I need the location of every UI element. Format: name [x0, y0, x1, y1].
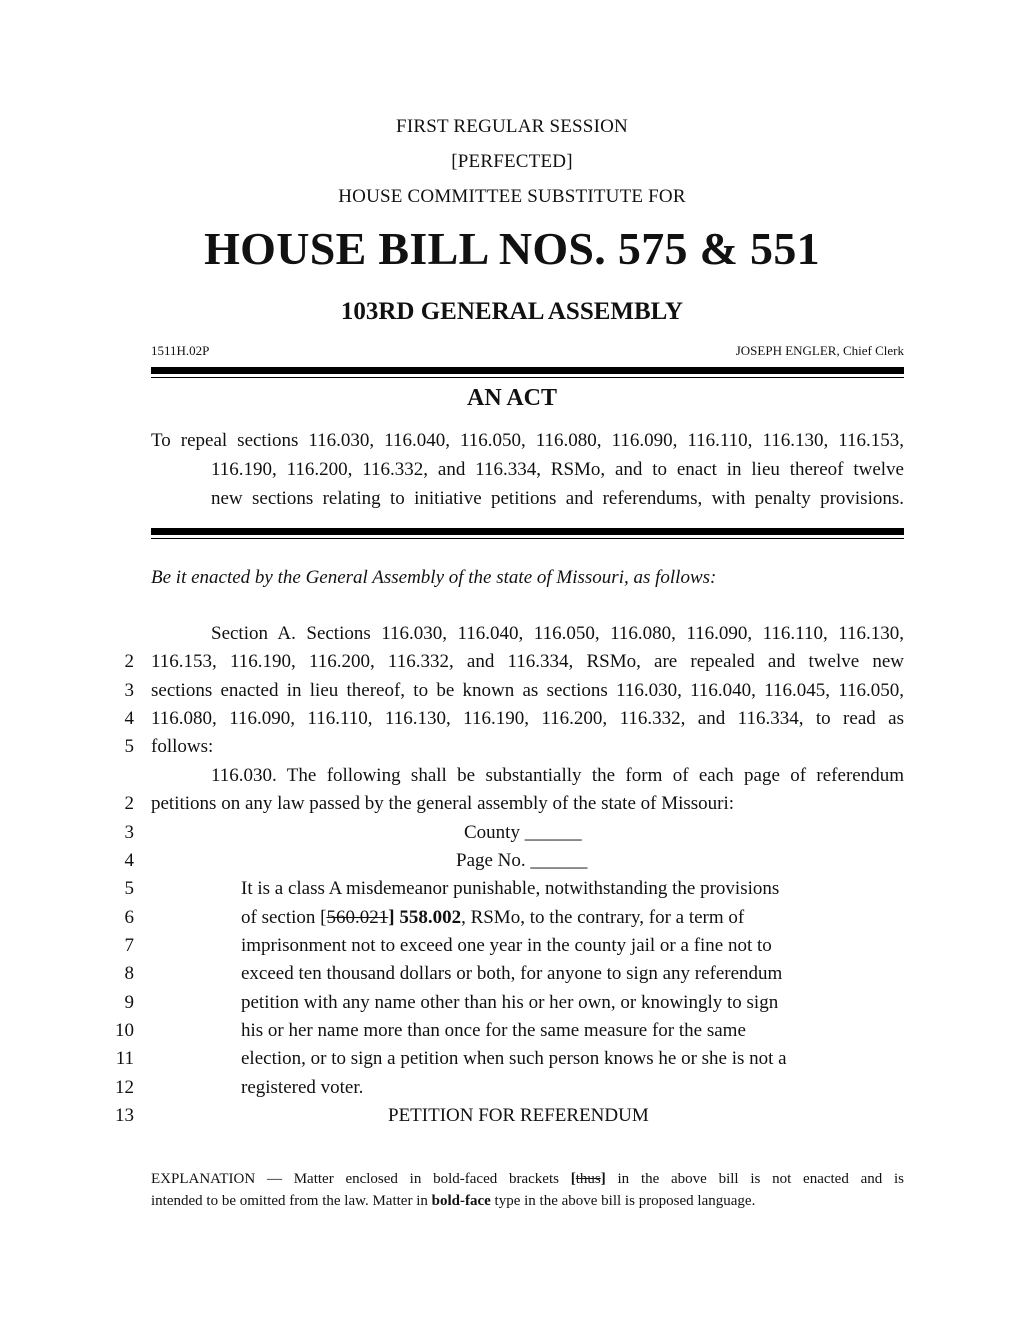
line-number: 2: [124, 793, 134, 814]
warning-text: , RSMo, to the contrary, for a term of: [461, 907, 745, 928]
status-label: [PERFECTED]: [451, 151, 573, 172]
explanation-line-1: [151, 1168, 904, 1190]
explanation-note: [151, 1168, 904, 1212]
line-number: 4: [124, 708, 134, 729]
act-rule-thick: [151, 528, 904, 535]
bracket-close: ]: [388, 907, 395, 928]
session-label: FIRST REGULAR SESSION: [396, 116, 628, 137]
warning-line-7: election, or to sign a petition when such person knows he or she is not a: [241, 1048, 787, 1069]
explanation-text: in the above bill is not enacted and is: [617, 1171, 905, 1187]
line-number: 4: [124, 850, 134, 871]
line-number: 13: [115, 1105, 134, 1126]
section-a-line-2: 116.153, 116.190, 116.200, 116.332, and 116.334, RSMo, are repealed and twelve new: [151, 651, 904, 672]
line-number: 3: [124, 680, 134, 701]
line-number: 12: [115, 1077, 134, 1098]
line-number: 5: [124, 878, 134, 899]
header-rule-thick: [151, 367, 904, 374]
section-116-030-line-1: 116.030. The following shall be substantially the form of each page of referendum: [211, 765, 904, 786]
explanation-dash: —: [266, 1171, 282, 1187]
section-a-line-4: 116.080, 116.090, 116.110, 116.130, 116.190, 116.200, 116.332, and 116.334, to read as: [151, 708, 904, 729]
explanation-line-2: [151, 1190, 904, 1212]
assembly-label: 103RD GENERAL ASSEMBLY: [340, 298, 684, 325]
line-number: 2: [124, 651, 134, 672]
section-a-line-3: sections enacted in lieu thereof, to be known as sections 116.030, 116.040, 116.045, 116.050,: [151, 680, 904, 701]
bill-title: HOUSE BILL NOS. 575 & 551: [204, 223, 820, 274]
warning-line-4: exceed ten thousand dollars or both, for anyone to sign any referendum: [241, 963, 783, 984]
warning-line-8: registered voter.: [241, 1077, 364, 1098]
header-rule-thin: [151, 377, 904, 378]
warning-line-2: [241, 907, 744, 929]
line-number: 6: [124, 907, 134, 928]
act-line-1: To repeal sections 116.030, 116.040, 116.050, 116.080, 116.090, 116.110, 116.130, 116.153,: [151, 430, 904, 451]
explanation-label: EXPLANATION: [151, 1171, 256, 1187]
county-field: County ______: [464, 822, 582, 843]
line-number: 11: [115, 1048, 134, 1069]
line-number: 9: [124, 992, 134, 1013]
explanation-text: type in the above bill is proposed language.: [494, 1193, 756, 1209]
section-116-030-line-2: petitions on any law passed by the general assembly of the state of Missouri:: [151, 793, 735, 814]
warning-text: of section [: [241, 907, 327, 928]
warning-line-6: his or her name more than once for the same measure for the same: [241, 1020, 746, 1041]
act-heading: AN ACT: [466, 385, 557, 411]
warning-line-5: petition with any name other than his or her own, or knowingly to sign: [241, 992, 779, 1013]
line-number: 3: [124, 822, 134, 843]
page-number-field: Page No. ______: [456, 850, 588, 871]
line-number: 5: [124, 736, 134, 757]
line-number: 8: [124, 963, 134, 984]
deleted-section-ref: 560.021: [326, 907, 389, 928]
warning-line-1: It is a class A misdemeanor punishable, notwithstanding the provisions: [241, 878, 780, 899]
explanation-bold-example: bold-face: [431, 1193, 491, 1209]
section-a-line-1: Section A. Sections 116.030, 116.040, 116.050, 116.080, 116.090, 116.110, 116.130,: [211, 623, 904, 644]
line-number: 7: [124, 935, 134, 956]
warning-line-3: imprisonment not to exceed one year in the county jail or a fine not to: [241, 935, 772, 956]
substitute-label: HOUSE COMMITTEE SUBSTITUTE FOR: [338, 186, 686, 207]
act-rule-thin: [151, 538, 904, 539]
explanation-text: intended to be omitted from the law. Matter in: [151, 1193, 428, 1209]
chief-clerk: JOSEPH ENGLER, Chief Clerk: [735, 343, 904, 358]
section-a-line-5: follows:: [151, 736, 214, 757]
act-line-3: new sections relating to initiative petitions and referendums, with penalty provisions.: [211, 488, 904, 509]
act-line-2: 116.190, 116.200, 116.332, and 116.334, RSMo, and to enact in lieu thereof twelve: [211, 459, 904, 480]
explanation-bracket-open: [: [570, 1171, 576, 1187]
enacting-clause: Be it enacted by the General Assembly of the state of Missouri, as follows:: [151, 567, 717, 588]
bill-code: 1511H.02P: [151, 343, 210, 358]
petition-heading: PETITION FOR REFERENDUM: [388, 1105, 649, 1126]
explanation-text: Matter enclosed in bold-faced brackets: [293, 1171, 559, 1187]
explanation-struck-example: thus: [575, 1171, 601, 1187]
explanation-bracket-close: ]: [600, 1171, 606, 1187]
line-number: 10: [115, 1020, 134, 1041]
added-section-ref: 558.002: [394, 907, 462, 928]
